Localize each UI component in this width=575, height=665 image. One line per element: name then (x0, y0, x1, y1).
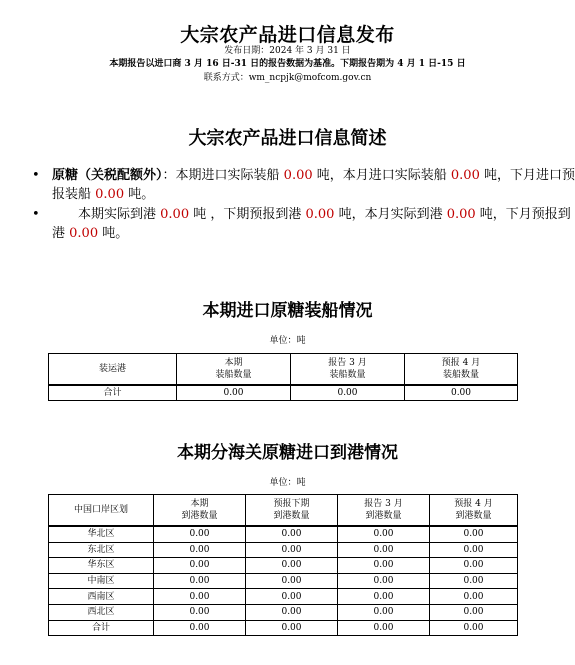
table-row: 华北区 0.00 0.00 0.00 0.00 (49, 526, 518, 542)
summary-item-label: 原糖（关税配额外） (52, 168, 163, 183)
table2-title: 本期分海关原糖进口到港情况 (177, 443, 398, 463)
col-header-port: 装运港 (49, 354, 177, 386)
table-row: 西南区 0.00 0.00 0.00 0.00 (49, 589, 518, 605)
table-row: 合计 0.00 0.00 0.00 0.00 (49, 620, 518, 636)
summary-text: 吨，本月实际到港 (334, 207, 447, 222)
table-row: 中南区 0.00 0.00 0.00 0.00 (49, 573, 518, 589)
summary-list (30, 166, 575, 244)
contact-email: 联系方式：wm_ncpjk@mofcom.gov.cn (203, 73, 372, 83)
summary-sep: ： (162, 168, 176, 183)
col-header-current: 本期 装船数量 (177, 354, 291, 386)
summary-text: 吨 ，下期预报到港 (189, 207, 306, 222)
col-header-april: 预报 4 月 到港数量 (430, 495, 518, 527)
summary-title: 大宗农产品进口信息简述 (188, 128, 387, 149)
publish-date: 发布日期：2024 年 3 月 31 日 (224, 46, 351, 56)
summary-value: 0.00 (446, 207, 476, 222)
summary-text: 本期进口实际装船 (175, 168, 284, 183)
col-header-region: 中国口岸区划 (49, 495, 154, 527)
summary-text: 本期实际到港 (78, 207, 161, 222)
summary-text: 吨，本月进口实际装船 (312, 168, 451, 183)
summary-text: 吨。 (98, 226, 129, 241)
summary-text: 吨，下月进口预报装船 (52, 168, 575, 202)
table-row: 合计 0.00 0.00 0.00 (49, 385, 518, 401)
table-row: 华东区 0.00 0.00 0.00 0.00 (49, 558, 518, 574)
col-header-march: 报告 3 月 装船数量 (291, 354, 405, 386)
period-note: 本期报告以进口商 3 月 16 日-31 日的报告数据为基准。下期报告期为 4 月 1 日-15 日 (109, 59, 466, 69)
summary-item-raw-sugar (52, 166, 575, 204)
summary-value: 0.00 (305, 207, 335, 222)
table1-title: 本期进口原糖装船情况 (202, 301, 373, 321)
summary-text: 吨。 (124, 187, 155, 202)
summary-value: 0.00 (95, 187, 125, 202)
col-header-next: 预报下期 到港数量 (246, 495, 338, 527)
table1-unit: 单位：吨 (269, 336, 306, 346)
summary-item-arrivals (52, 205, 575, 243)
table-row: 东北区 0.00 0.00 0.00 0.00 (49, 542, 518, 558)
table2-unit: 单位：吨 (269, 478, 306, 488)
table-header-row (49, 495, 518, 527)
shipment-table (48, 353, 518, 401)
summary-value: 0.00 (160, 207, 190, 222)
col-header-april: 预报 4 月 装船数量 (405, 354, 518, 386)
summary-text: 吨，下月预报到港 (52, 207, 571, 241)
col-header-current: 本期 到港数量 (154, 495, 246, 527)
col-header-march: 报告 3 月 到港数量 (338, 495, 430, 527)
summary-value: 0.00 (69, 226, 99, 241)
summary-value: 0.00 (283, 168, 313, 183)
summary-value: 0.00 (450, 168, 480, 183)
table-row: 西北区 0.00 0.00 0.00 0.00 (49, 604, 518, 620)
arrival-table (48, 494, 518, 636)
table-header-row (49, 354, 518, 386)
page-title: 大宗农产品进口信息发布 (180, 24, 395, 46)
